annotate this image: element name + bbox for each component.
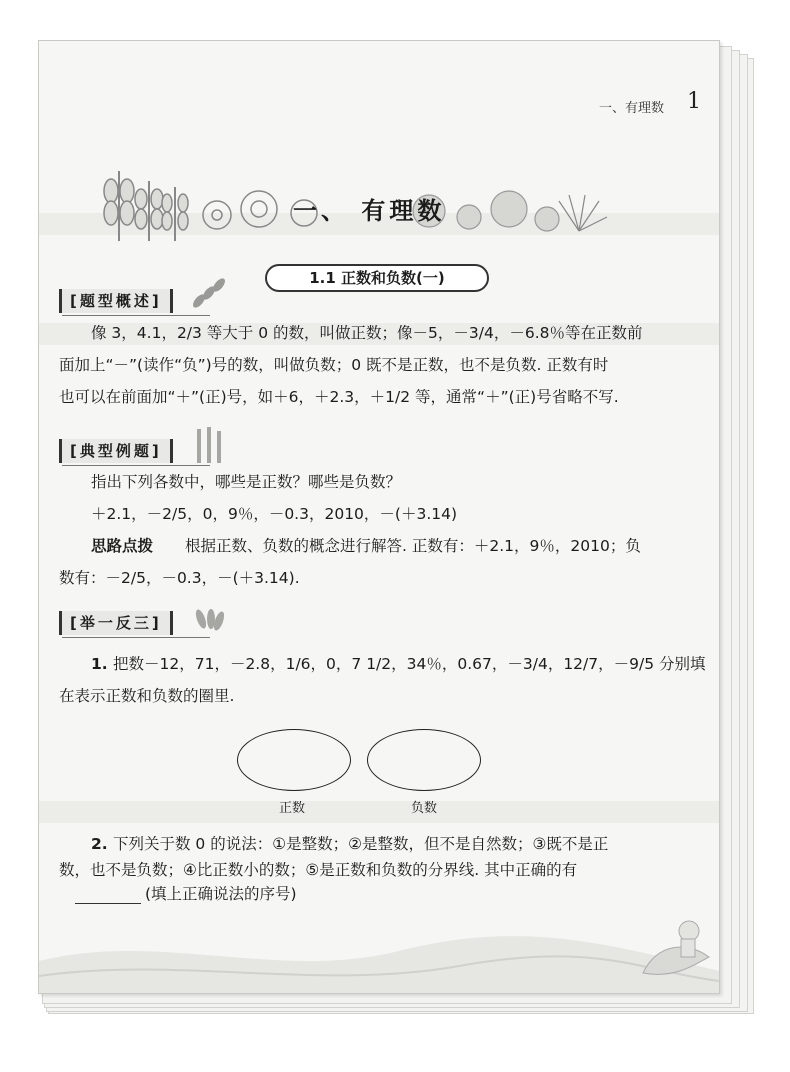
example-numbers: ＋2.1，－2/5，0，9％，－0.3，2010，－(＋3.14) <box>91 505 458 523</box>
positive-label: 正数 <box>279 801 306 816</box>
question-number: 1. <box>91 655 108 673</box>
dolphin-rider-icon <box>637 913 717 993</box>
hint-label: 思路点拨 <box>91 537 154 555</box>
leaf-sprig-icon <box>189 601 225 637</box>
question-text: 下列关于数 0 的说法：①是整数；②是整数，但不是自然数；③既不是正 <box>113 835 609 853</box>
leaf-sprig-icon <box>189 277 229 313</box>
positive-circle <box>237 729 351 791</box>
question-text: 数，也不是负数；④比正数小的数；⑤是正数和负数的分界线. 其中正确的有 <box>59 861 578 879</box>
running-title: 一、有理数 <box>599 101 665 116</box>
page-number: 1 <box>687 89 701 114</box>
book-page <box>38 40 720 994</box>
example-tag: [典型例题] <box>59 439 173 463</box>
summary-line: 面加上“－”(读作“负”)号的数，叫做负数；0 既不是正数，也不是负数. 正数有时 <box>59 356 609 374</box>
decorative-wave-icon <box>39 921 719 993</box>
chapter-title: 一、 有理数 <box>293 197 446 225</box>
summary-line: 也可以在前面加“＋”(正)号，如＋6，＋2.3，＋1/2 等，通常“＋”(正)号省略不写. <box>59 388 619 406</box>
wheat-icon <box>189 425 225 465</box>
summary-line: 像 3，4.1，2/3 等大于 0 的数，叫做正数；像－5，－3/4，－6.8％等在正数前 <box>91 324 643 342</box>
question-text: (填上正确说法的序号) <box>145 885 297 903</box>
hint-text: 数有：－2/5，－0.3，－(＋3.14). <box>59 569 300 587</box>
summary-tag: [题型概述] <box>59 289 173 313</box>
show-through-band <box>39 801 719 823</box>
negative-label: 负数 <box>411 801 438 816</box>
negative-circle <box>367 729 481 791</box>
section-title: 1.1 正数和负数(一) <box>265 264 489 292</box>
hint-text: 根据正数、负数的概念进行解答. 正数有：＋2.1，9％，2010；负 <box>185 537 641 555</box>
question-text: 把数－12，71，－2.8，1/6，0，7 1/2，34％，0.67，－3/4，12/7，－9/5 分别填 <box>113 655 706 673</box>
example-question: 指出下列各数中，哪些是正数？哪些是负数？ <box>91 473 402 491</box>
question-number: 2. <box>91 835 108 853</box>
practice-tag: [举一反三] <box>59 611 173 635</box>
answer-blank <box>75 903 141 904</box>
question-text: 在表示正数和负数的圈里. <box>59 687 235 705</box>
